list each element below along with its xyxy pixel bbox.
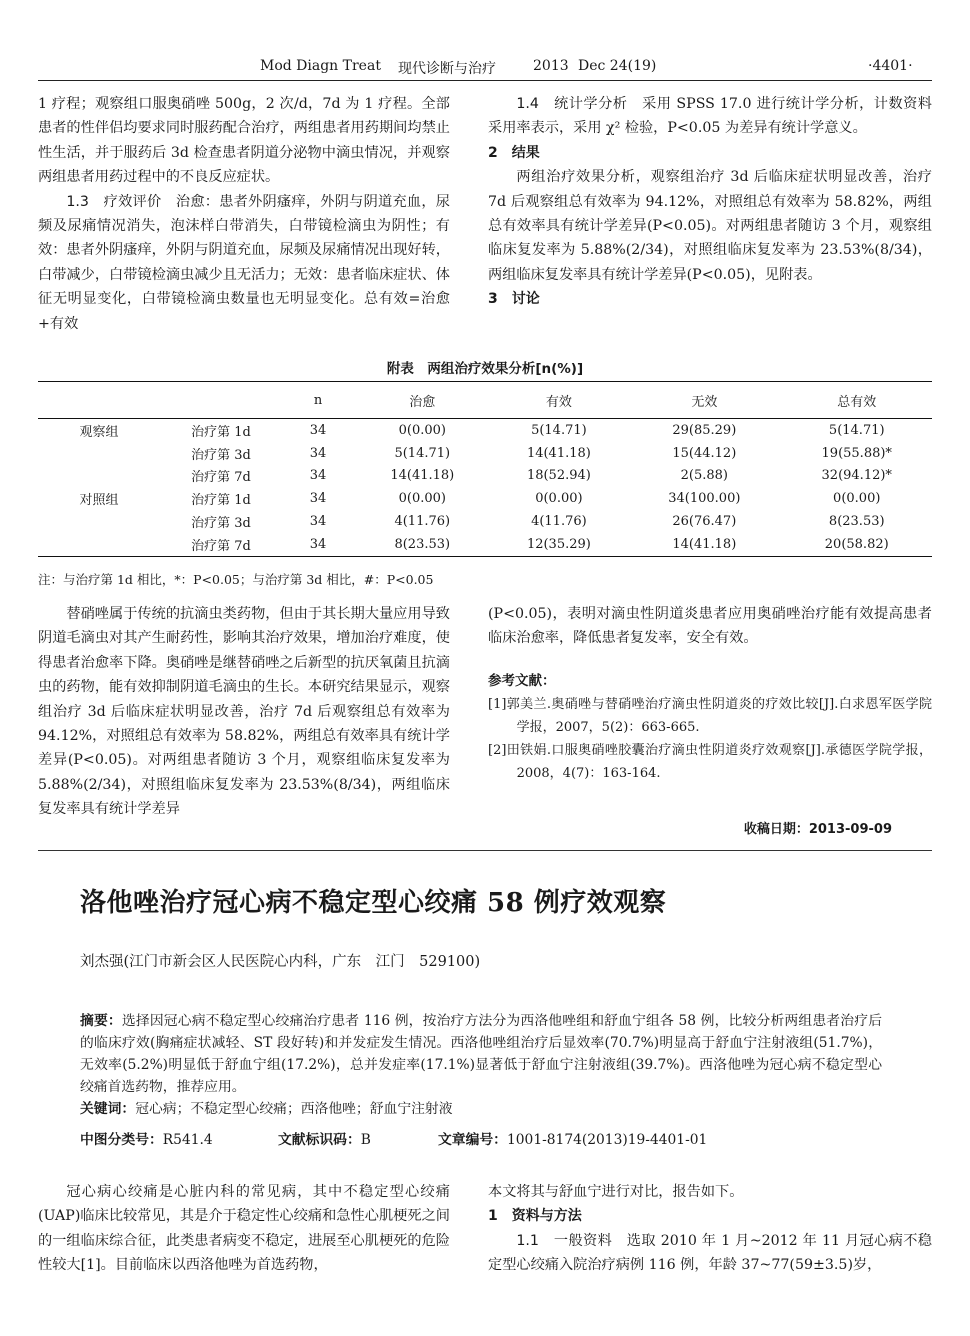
discussion-right-text: (P<0.05)，表明对滴虫性阴道炎患者应用奥硝唑治疗能有效提高患者临床治愈率，降低患者复发率，安全有效。: [488, 606, 932, 647]
paragraph-treatment: 1 疗程；观察组口服奥硝唑 500g，2 次/d，7d 为 1 疗程。全部患者的性伴侣均要求同时服药配合治疗，两组患者用药期间均禁止性生活，并于服药后 3d 检查患者阴道分泌物中滴虫情况，并观察两组患者用药过程中的不良反应症状。: [38, 96, 450, 186]
table-cell: [38, 465, 160, 488]
references-heading: 参考文献：: [488, 672, 556, 689]
table-row: [38, 419, 932, 442]
table-cell: 观察组: [79, 424, 119, 440]
keywords-text: 冠心病；不稳定型心绞痛；西洛他唑；舒血宁注射液: [135, 1101, 453, 1117]
right-column-discussion: [488, 602, 932, 785]
table-cell: 34(100.00): [668, 491, 741, 507]
table-cell: 治疗第 3d: [191, 516, 251, 532]
table-cell: 12(35.29): [526, 536, 591, 552]
table-cell: 34: [309, 514, 327, 530]
article-number: [438, 1128, 707, 1148]
table-header-row: [38, 382, 932, 419]
section-1-heading: 1 资料与方法: [488, 1208, 582, 1225]
table-cell: 34: [309, 468, 327, 484]
article-no-label: 文章编号：: [438, 1132, 507, 1148]
intro-right-column: [488, 1180, 932, 1278]
table-header-ineffective: 无效: [627, 382, 781, 419]
section-2-heading: 2 结果: [488, 144, 540, 161]
left-column-discussion: [38, 602, 450, 822]
table-cell: 0(0.00): [398, 422, 446, 438]
table-cell: 5(14.71): [828, 422, 885, 438]
table-cell: 20(58.82): [824, 536, 889, 552]
table-cell: 15(44.12): [672, 445, 737, 461]
table-cell: 0(0.00): [398, 491, 446, 507]
author-affiliation: 刘杰强(江门市新会区人民医院心内科，广东 江门 529100): [80, 954, 481, 970]
section-1-3-heading: 1.3 疗效评价: [66, 193, 162, 210]
table-cell: 4(11.76): [394, 514, 451, 530]
clc-value: R541.4: [162, 1132, 213, 1148]
table-cell: 18(52.94): [526, 468, 591, 484]
clc-label: 中图分类号：: [80, 1132, 163, 1148]
reference-item: [1]郭美兰.奥硝唑与替硝唑治疗滴虫性阴道炎的疗效比较[J].白求恩军医学院学报，2007，5(2)：663-665.: [488, 697, 932, 736]
intro-right-text: 本文将其与舒血宁进行对比，报告如下。: [488, 1184, 744, 1200]
section-1-4-text: 采用 SPSS 17.0 进行统计学分析，计数资料采用率表示，采用 χ² 检验，P<0.05 为差异有统计学意义。: [488, 96, 932, 137]
table-cell: 34: [309, 445, 327, 461]
table-cell: 0(0.00): [535, 491, 583, 507]
section-1-1-text: 选取 2010 年 1 月~2012 年 11 月冠心病不稳定型心绞痛入院治疗病例 116 例，年龄 37~77(59±3.5)岁，: [488, 1232, 932, 1274]
header-rule: [38, 80, 932, 81]
table-cell: 治疗第 7d: [191, 470, 251, 486]
received-date: 收稿日期：2013-09-09: [743, 822, 892, 837]
table-cell: 对照组: [79, 493, 119, 509]
page-number: ·4401·: [868, 58, 913, 74]
section-1-1-heading: 1.1 一般资料: [516, 1232, 613, 1249]
table-cell: 8(23.53): [828, 514, 885, 530]
table-row: [38, 442, 932, 465]
journal-name-en: Mod Diagn Treat: [260, 58, 381, 74]
table-cell: 29(85.29): [672, 422, 737, 438]
left-column-top: [38, 92, 450, 336]
section-2-text: 两组治疗效果分析，观察组治疗 3d 后临床症状明显改善，治疗 7d 后观察组总有效率为 94.12%，对照组总有效率为 58.82%，两组总有效率具有统计学差异(P<0.05)。对两组患者随访 3 个月，观察组临床复发率为 5.88%(2/34)，对照组临床复发率为 23.53%(8/34)，两组临床复发率具有统计学差异(P<0.05)，见附表。: [488, 169, 932, 283]
table-cell: [38, 510, 160, 533]
table-row: [38, 487, 932, 510]
journal-issue: Dec 24(19): [578, 58, 657, 74]
table-header-total: 总有效: [781, 382, 932, 419]
intro-left-column: [38, 1180, 450, 1278]
table-cell: 治疗第 1d: [191, 493, 251, 509]
section-1-4-heading: 1.4 统计学分析: [516, 96, 628, 112]
classification-number: [80, 1128, 213, 1148]
table-cell: 32(94.12)*: [821, 468, 892, 484]
table-row: [38, 510, 932, 533]
table-cell: 26(76.47): [672, 514, 737, 530]
results-table: [38, 381, 932, 557]
table-cell: 4(11.76): [531, 514, 587, 530]
table-cell: 2(5.88): [680, 468, 729, 484]
table-cell: 治疗第 7d: [191, 538, 251, 554]
table-cell: [38, 442, 160, 465]
intro-left-text: 冠心病心绞痛是心脏内科的常见病，其中不稳定型心绞痛(UAP)临床比较常见，其是介于稳定性心绞痛和急性心肌梗死之间的一组临床综合征，此类患者病变不稳定，进展至心肌梗死的危险性较大[1]。目前临床以西洛他唑为首选药物，: [38, 1184, 450, 1274]
abstract-text: 选择因冠心病不稳定型心绞痛治疗患者 116 例，按治疗方法分为西洛他唑组和舒血宁组各 58 例，比较分析两组患者治疗后的临床疗效(胸痛症状减轻、ST 段好转)和并发症发生情况。西洛他唑组治疗后显效率(70.7%)明显高于舒血宁注射液组(51.7%)，无效率(5.2%)明显低于舒血宁组(17.2%)，总并发症率(17.1%)显著低于舒血宁注射液组(39.7%)。西洛他唑为冠心病不稳定型心绞痛首选药物，推荐应用。: [80, 1013, 882, 1095]
article-separator: [38, 850, 932, 851]
table-cell: 5(14.71): [394, 445, 451, 461]
table-cell: 19(55.88)*: [821, 445, 892, 461]
table-row: [38, 465, 932, 488]
document-code: [278, 1128, 371, 1148]
doc-code-label: 文献标识码：: [278, 1132, 361, 1148]
table-cell: 8(23.53): [394, 536, 451, 552]
article-title: 洛他唑治疗冠心病不稳定型心绞痛 58 例疗效观察: [80, 888, 667, 918]
doc-code-value: B: [360, 1132, 371, 1148]
table-cell: 治疗第 3d: [191, 447, 251, 463]
table-caption: 附表 两组治疗效果分析[n(%)]: [386, 361, 584, 377]
table-cell: 14(41.18): [390, 468, 455, 484]
abstract-label: 摘要：: [80, 1013, 122, 1029]
journal-name-cn: 现代诊断与治疗: [398, 61, 496, 77]
table-cell: 34: [309, 422, 327, 438]
table-cell: 34: [309, 491, 327, 507]
table-note: 注：与治疗第 1d 相比，*：P<0.05；与治疗第 3d 相比，#：P<0.05: [38, 572, 434, 587]
keywords-label: 关键词：: [80, 1101, 136, 1117]
table-header-effective: 有效: [491, 382, 628, 419]
abstract-block: [80, 1010, 882, 1120]
discussion-left-text: 替硝唑属于传统的抗滴虫类药物，但由于其长期大量应用导致阴道毛滴虫对其产生耐药性，影响其治疗效果，增加治疗难度，使得患者治愈率下降。奥硝唑是继替硝唑之后新型的抗厌氧菌且抗滴虫的药物，能有效抑制阴道毛滴虫的生长。本研究结果显示，观察组治疗 3d 后临床症状明显改善，治疗 7d 后观察组总有效率为 94.12%，对照组总有效率为 58.82%，两组总有效率具有统计学差异(P<0.05)。对两组患者随访 3 个月，观察组临床复发率为 5.88%(2/34)，对照组临床复发率为 23.53%(8/34)，两组临床复发率具有统计学差异: [38, 606, 450, 818]
table-cell: 0(0.00): [833, 491, 881, 507]
journal-year: 2013: [533, 58, 569, 74]
right-column-top: [488, 92, 932, 312]
table-header-cell: [38, 382, 160, 419]
table-header-cured: 治愈: [354, 382, 491, 419]
table-header-n: n: [282, 382, 354, 419]
table-cell: 34: [309, 536, 327, 552]
table-cell: 14(41.18): [526, 445, 591, 461]
table-cell: [38, 533, 160, 556]
section-3-heading: 3 讨论: [488, 291, 540, 308]
table-row: [38, 533, 932, 556]
section-1-3-text: 治愈：患者外阴瘙痒，外阴与阴道充血，尿频及尿痛情况消失，泡沫样白带消失，白带镜检滴虫为阴性；有效：患者外阴瘙痒，外阴与阴道充血，尿频及尿痛情况出现好转，白带减少，白带镜检滴虫减少且无活力；无效：患者临床症状、体征无明显变化，白带镜检滴虫数量也无明显变化。总有效=治愈+有效: [38, 193, 450, 332]
reference-item: [2]田铁娟.口服奥硝唑胶囊治疗滴虫性阴道炎疗效观察[J].承德医学院学报，2008，4(7)：163-164.: [488, 743, 932, 782]
table-header-cell: [160, 382, 282, 419]
table-cell: 14(41.18): [672, 536, 737, 552]
article-no-value: 1001-8174(2013)19-4401-01: [506, 1132, 708, 1148]
table-cell: 治疗第 1d: [191, 424, 251, 440]
table-cell: 5(14.71): [531, 422, 587, 438]
